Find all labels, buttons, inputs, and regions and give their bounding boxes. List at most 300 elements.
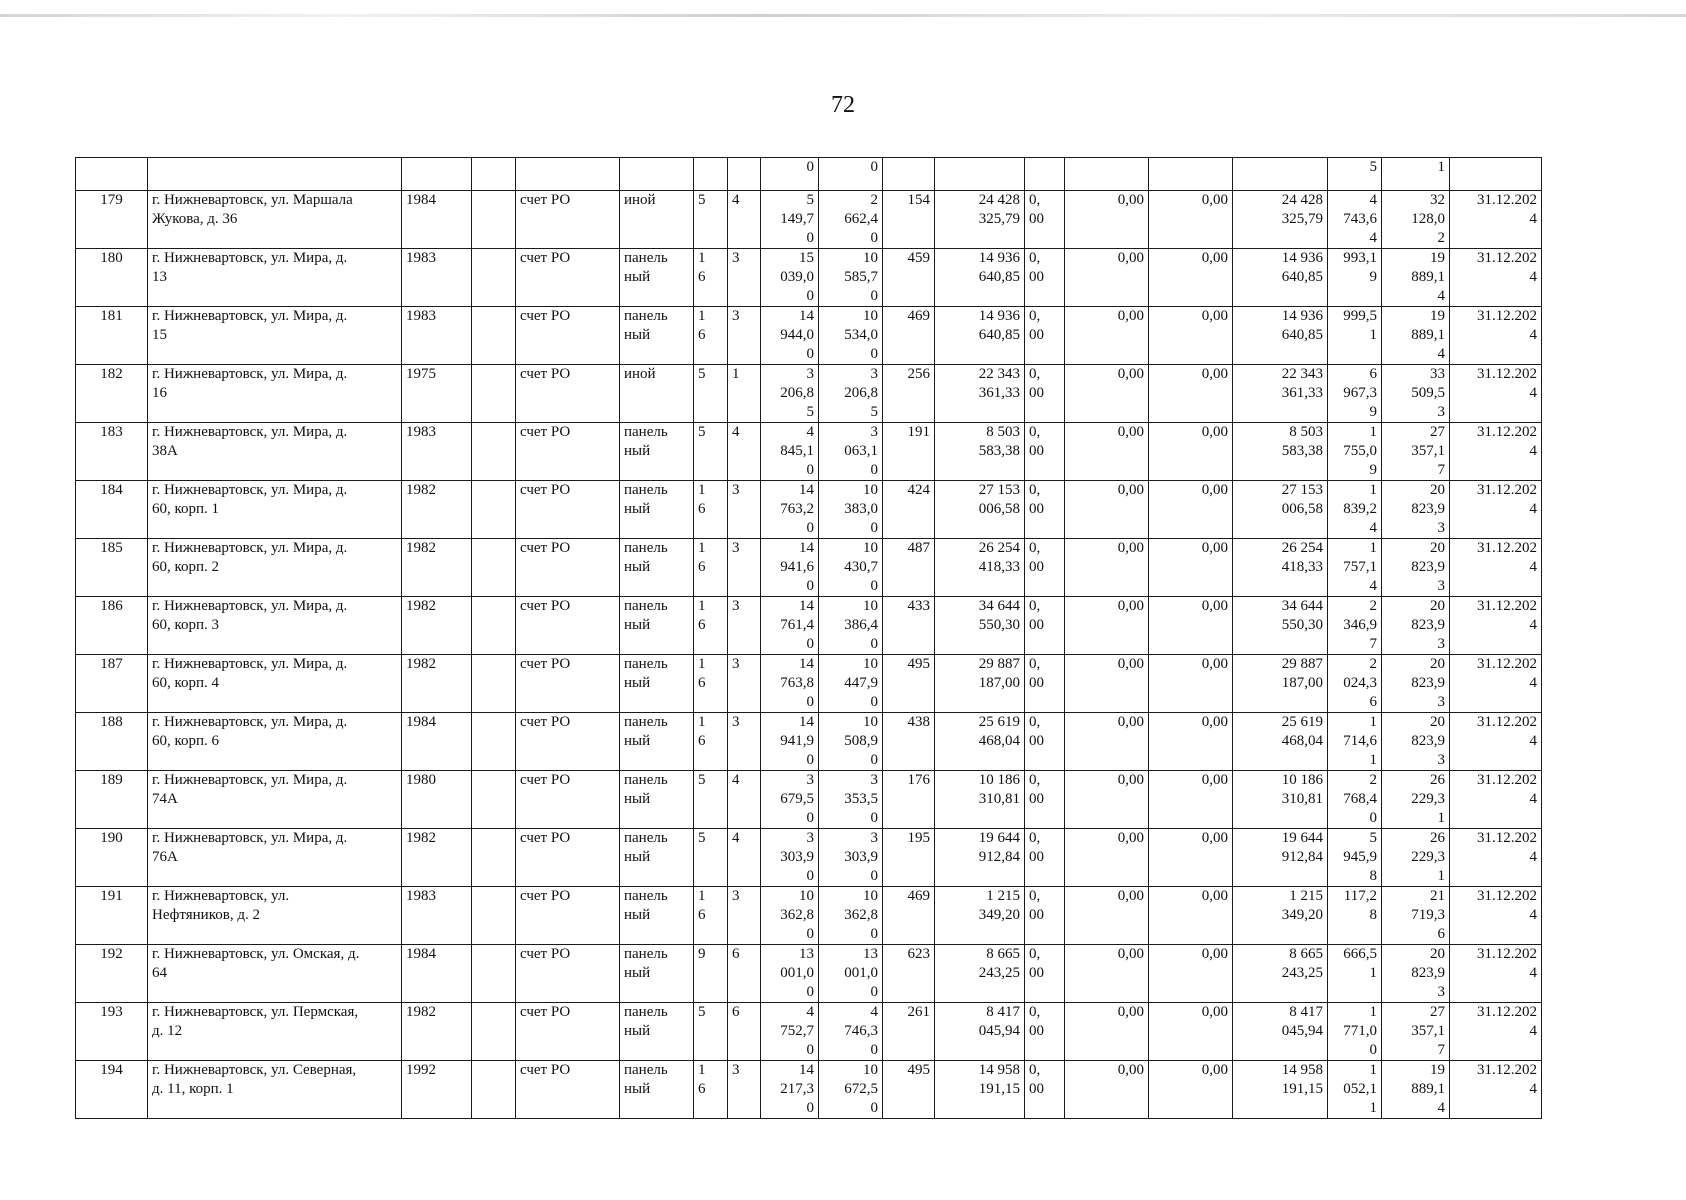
blank-cell: [472, 249, 516, 307]
max-unit-cost-cell: 1: [1382, 158, 1450, 191]
table-row: [76, 887, 1542, 945]
budget-b-cell: 0,00: [1149, 307, 1233, 365]
max-unit-cost-cell: 21 719,3 6: [1382, 887, 1450, 945]
unit-cost-cell: 666,5 1: [1328, 945, 1382, 1003]
budget-a-cell: 0,00: [1065, 713, 1149, 771]
fund-method-cell: счет РО: [516, 249, 620, 307]
year-cell: [402, 158, 472, 191]
unit-cost-cell: 999,5 1: [1328, 307, 1382, 365]
table-row: [76, 1003, 1542, 1061]
entrances-cell: 3: [728, 481, 761, 539]
residents-cell: 469: [883, 887, 935, 945]
floors-cell: 1 6: [694, 481, 728, 539]
residents-cell: 623: [883, 945, 935, 1003]
wall-material-cell: иной: [620, 365, 694, 423]
wall-material-cell: панель ный: [620, 307, 694, 365]
fund-share-cell: 0, 00: [1025, 191, 1065, 249]
living-area-cell: 3 303,9 0: [819, 829, 883, 887]
max-unit-cost-cell: 33 509,5 3: [1382, 365, 1450, 423]
living-area-cell: 10 672,5 0: [819, 1061, 883, 1119]
budget-b-cell: 0,00: [1149, 423, 1233, 481]
budget-a-cell: 0,00: [1065, 771, 1149, 829]
max-unit-cost-cell: 19 889,1 4: [1382, 249, 1450, 307]
row-number-cell: 193: [76, 1003, 148, 1061]
row-number-cell: 179: [76, 191, 148, 249]
table-row: [76, 423, 1542, 481]
row-number-cell: [76, 158, 148, 191]
cost-total-cell: 29 887 187,00: [935, 655, 1025, 713]
floors-cell: 1 6: [694, 539, 728, 597]
entrances-cell: 4: [728, 191, 761, 249]
max-unit-cost-cell: 20 823,9 3: [1382, 481, 1450, 539]
living-area-cell: 10 585,7 0: [819, 249, 883, 307]
owner-funds-cell: 14 936 640,85: [1233, 307, 1328, 365]
cost-total-cell: 14 936 640,85: [935, 249, 1025, 307]
floors-cell: 1 6: [694, 249, 728, 307]
max-unit-cost-cell: 26 229,3 1: [1382, 829, 1450, 887]
continuation-row: [76, 158, 1542, 191]
completion-date-cell: 31.12.202 4: [1450, 423, 1542, 481]
budget-b-cell: 0,00: [1149, 539, 1233, 597]
owner-funds-cell: 8 503 583,38: [1233, 423, 1328, 481]
fund-share-cell: 0, 00: [1025, 713, 1065, 771]
row-number-cell: 190: [76, 829, 148, 887]
blank-cell: [472, 1003, 516, 1061]
wall-material-cell: панель ный: [620, 655, 694, 713]
blank-cell: [472, 423, 516, 481]
unit-cost-cell: 1 052,1 1: [1328, 1061, 1382, 1119]
total-area-cell: 3 679,5 0: [761, 771, 819, 829]
owner-funds-cell: [1233, 158, 1328, 191]
table-row: [76, 945, 1542, 1003]
owner-funds-cell: 14 936 640,85: [1233, 249, 1328, 307]
address-cell: [148, 158, 402, 191]
wall-material-cell: панель ный: [620, 829, 694, 887]
cost-total-cell: 19 644 912,84: [935, 829, 1025, 887]
residents-cell: 487: [883, 539, 935, 597]
living-area-cell: 13 001,0 0: [819, 945, 883, 1003]
completion-date-cell: 31.12.202 4: [1450, 597, 1542, 655]
total-area-cell: 14 761,4 0: [761, 597, 819, 655]
budget-b-cell: [1149, 158, 1233, 191]
completion-date-cell: 31.12.202 4: [1450, 713, 1542, 771]
completion-date-cell: 31.12.202 4: [1450, 887, 1542, 945]
blank-cell: [472, 539, 516, 597]
entrances-cell: 3: [728, 887, 761, 945]
floors-cell: 1 6: [694, 655, 728, 713]
owner-funds-cell: 25 619 468,04: [1233, 713, 1328, 771]
unit-cost-cell: 1 757,1 4: [1328, 539, 1382, 597]
completion-date-cell: 31.12.202 4: [1450, 1061, 1542, 1119]
living-area-cell: 4 746,3 0: [819, 1003, 883, 1061]
fund-method-cell: счет РО: [516, 1003, 620, 1061]
fund-share-cell: [1025, 158, 1065, 191]
max-unit-cost-cell: 27 357,1 7: [1382, 1003, 1450, 1061]
total-area-cell: 4 845,1 0: [761, 423, 819, 481]
entrances-cell: [728, 158, 761, 191]
budget-b-cell: 0,00: [1149, 1061, 1233, 1119]
year-cell: 1983: [402, 887, 472, 945]
owner-funds-cell: 29 887 187,00: [1233, 655, 1328, 713]
residents-cell: 424: [883, 481, 935, 539]
wall-material-cell: панель ный: [620, 249, 694, 307]
fund-method-cell: счет РО: [516, 1061, 620, 1119]
address-cell: г. Нижневартовск, ул. Мира, д. 60, корп. 3: [148, 597, 402, 655]
row-number-cell: 189: [76, 771, 148, 829]
owner-funds-cell: 14 958 191,15: [1233, 1061, 1328, 1119]
wall-material-cell: [620, 158, 694, 191]
unit-cost-cell: 4 743,6 4: [1328, 191, 1382, 249]
row-number-cell: 185: [76, 539, 148, 597]
budget-a-cell: 0,00: [1065, 539, 1149, 597]
entrances-cell: 4: [728, 829, 761, 887]
blank-cell: [472, 307, 516, 365]
row-number-cell: 182: [76, 365, 148, 423]
completion-date-cell: 31.12.202 4: [1450, 945, 1542, 1003]
budget-b-cell: 0,00: [1149, 829, 1233, 887]
living-area-cell: 2 662,4 0: [819, 191, 883, 249]
fund-method-cell: счет РО: [516, 829, 620, 887]
table-row: [76, 1061, 1542, 1119]
wall-material-cell: панель ный: [620, 945, 694, 1003]
wall-material-cell: панель ный: [620, 713, 694, 771]
address-cell: г. Нижневартовск, ул. Мира, д. 13: [148, 249, 402, 307]
address-cell: г. Нижневартовск, ул. Нефтяников, д. 2: [148, 887, 402, 945]
table-row: [76, 249, 1542, 307]
budget-b-cell: 0,00: [1149, 481, 1233, 539]
fund-method-cell: счет РО: [516, 713, 620, 771]
cost-total-cell: 34 644 550,30: [935, 597, 1025, 655]
wall-material-cell: панель ный: [620, 597, 694, 655]
budget-a-cell: 0,00: [1065, 829, 1149, 887]
owner-funds-cell: 26 254 418,33: [1233, 539, 1328, 597]
table-row: [76, 191, 1542, 249]
max-unit-cost-cell: 27 357,1 7: [1382, 423, 1450, 481]
completion-date-cell: 31.12.202 4: [1450, 191, 1542, 249]
owner-funds-cell: 22 343 361,33: [1233, 365, 1328, 423]
fund-method-cell: счет РО: [516, 365, 620, 423]
completion-date-cell: 31.12.202 4: [1450, 307, 1542, 365]
budget-a-cell: 0,00: [1065, 191, 1149, 249]
cost-total-cell: 25 619 468,04: [935, 713, 1025, 771]
residents-cell: 459: [883, 249, 935, 307]
cost-total-cell: 22 343 361,33: [935, 365, 1025, 423]
wall-material-cell: панель ный: [620, 539, 694, 597]
total-area-cell: 14 217,3 0: [761, 1061, 819, 1119]
owner-funds-cell: 1 215 349,20: [1233, 887, 1328, 945]
fund-method-cell: счет РО: [516, 597, 620, 655]
owner-funds-cell: 19 644 912,84: [1233, 829, 1328, 887]
living-area-cell: 10 447,9 0: [819, 655, 883, 713]
blank-cell: [472, 597, 516, 655]
living-area-cell: 3 063,1 0: [819, 423, 883, 481]
cost-total-cell: 8 665 243,25: [935, 945, 1025, 1003]
fund-share-cell: 0, 00: [1025, 249, 1065, 307]
residents-cell: [883, 158, 935, 191]
cost-total-cell: 8 417 045,94: [935, 1003, 1025, 1061]
entrances-cell: 4: [728, 771, 761, 829]
owner-funds-cell: 24 428 325,79: [1233, 191, 1328, 249]
budget-b-cell: 0,00: [1149, 771, 1233, 829]
floors-cell: 5: [694, 771, 728, 829]
fund-share-cell: 0, 00: [1025, 365, 1065, 423]
owner-funds-cell: 8 665 243,25: [1233, 945, 1328, 1003]
cost-total-cell: 1 215 349,20: [935, 887, 1025, 945]
total-area-cell: 14 941,6 0: [761, 539, 819, 597]
total-area-cell: 13 001,0 0: [761, 945, 819, 1003]
fund-method-cell: счет РО: [516, 945, 620, 1003]
address-cell: г. Нижневартовск, ул. Мира, д. 74А: [148, 771, 402, 829]
address-cell: г. Нижневартовск, ул. Северная, д. 11, корп. 1: [148, 1061, 402, 1119]
unit-cost-cell: 993,1 9: [1328, 249, 1382, 307]
budget-a-cell: 0,00: [1065, 945, 1149, 1003]
year-cell: 1980: [402, 771, 472, 829]
fund-method-cell: счет РО: [516, 655, 620, 713]
living-area-cell: 10 362,8 0: [819, 887, 883, 945]
completion-date-cell: 31.12.202 4: [1450, 365, 1542, 423]
row-number-cell: 188: [76, 713, 148, 771]
row-number-cell: 192: [76, 945, 148, 1003]
entrances-cell: 6: [728, 1003, 761, 1061]
unit-cost-cell: 2 346,9 7: [1328, 597, 1382, 655]
budget-b-cell: 0,00: [1149, 597, 1233, 655]
cost-total-cell: 10 186 310,81: [935, 771, 1025, 829]
fund-method-cell: счет РО: [516, 771, 620, 829]
fund-method-cell: счет РО: [516, 307, 620, 365]
wall-material-cell: панель ный: [620, 1061, 694, 1119]
unit-cost-cell: 117,2 8: [1328, 887, 1382, 945]
entrances-cell: 6: [728, 945, 761, 1003]
budget-b-cell: 0,00: [1149, 191, 1233, 249]
unit-cost-cell: 1 714,6 1: [1328, 713, 1382, 771]
year-cell: 1982: [402, 481, 472, 539]
row-number-cell: 181: [76, 307, 148, 365]
row-number-cell: 183: [76, 423, 148, 481]
floors-cell: 5: [694, 365, 728, 423]
row-number-cell: 186: [76, 597, 148, 655]
cost-total-cell: 14 958 191,15: [935, 1061, 1025, 1119]
total-area-cell: 3 303,9 0: [761, 829, 819, 887]
year-cell: 1982: [402, 539, 472, 597]
completion-date-cell: 31.12.202 4: [1450, 1003, 1542, 1061]
address-cell: г. Нижневартовск, ул. Мира, д. 16: [148, 365, 402, 423]
residents-cell: 176: [883, 771, 935, 829]
max-unit-cost-cell: 19 889,1 4: [1382, 1061, 1450, 1119]
fund-share-cell: 0, 00: [1025, 771, 1065, 829]
residents-cell: 261: [883, 1003, 935, 1061]
year-cell: 1982: [402, 655, 472, 713]
total-area-cell: 14 763,2 0: [761, 481, 819, 539]
entrances-cell: 1: [728, 365, 761, 423]
row-number-cell: 180: [76, 249, 148, 307]
blank-cell: [472, 887, 516, 945]
living-area-cell: 0: [819, 158, 883, 191]
wall-material-cell: иной: [620, 191, 694, 249]
table-row: [76, 829, 1542, 887]
blank-cell: [472, 1061, 516, 1119]
cost-total-cell: 8 503 583,38: [935, 423, 1025, 481]
residents-cell: 495: [883, 655, 935, 713]
completion-date-cell: 31.12.202 4: [1450, 481, 1542, 539]
fund-share-cell: 0, 00: [1025, 945, 1065, 1003]
living-area-cell: 3 206,8 5: [819, 365, 883, 423]
total-area-cell: 4 752,7 0: [761, 1003, 819, 1061]
blank-cell: [472, 945, 516, 1003]
owner-funds-cell: 34 644 550,30: [1233, 597, 1328, 655]
budget-a-cell: 0,00: [1065, 887, 1149, 945]
total-area-cell: 15 039,0 0: [761, 249, 819, 307]
living-area-cell: 10 430,7 0: [819, 539, 883, 597]
residents-cell: 433: [883, 597, 935, 655]
scan-edge: [0, 14, 1686, 17]
budget-a-cell: 0,00: [1065, 1061, 1149, 1119]
address-cell: г. Нижневартовск, ул. Мира, д. 60, корп. 6: [148, 713, 402, 771]
budget-b-cell: 0,00: [1149, 887, 1233, 945]
address-cell: г. Нижневартовск, ул. Маршала Жукова, д. 36: [148, 191, 402, 249]
blank-cell: [472, 158, 516, 191]
table-body: [76, 158, 1542, 1119]
living-area-cell: 10 508,9 0: [819, 713, 883, 771]
cost-total-cell: 24 428 325,79: [935, 191, 1025, 249]
cost-total-cell: 27 153 006,58: [935, 481, 1025, 539]
year-cell: 1983: [402, 249, 472, 307]
fund-share-cell: 0, 00: [1025, 829, 1065, 887]
entrances-cell: 3: [728, 655, 761, 713]
completion-date-cell: 31.12.202 4: [1450, 829, 1542, 887]
row-number-cell: 184: [76, 481, 148, 539]
fund-share-cell: 0, 00: [1025, 597, 1065, 655]
buildings-table: [75, 157, 1542, 1119]
entrances-cell: 3: [728, 307, 761, 365]
residents-cell: 195: [883, 829, 935, 887]
floors-cell: 1 6: [694, 713, 728, 771]
living-area-cell: 10 383,0 0: [819, 481, 883, 539]
wall-material-cell: панель ный: [620, 423, 694, 481]
completion-date-cell: [1450, 158, 1542, 191]
address-cell: г. Нижневартовск, ул. Мира, д. 60, корп. 4: [148, 655, 402, 713]
year-cell: 1992: [402, 1061, 472, 1119]
budget-a-cell: 0,00: [1065, 1003, 1149, 1061]
floors-cell: [694, 158, 728, 191]
blank-cell: [472, 713, 516, 771]
entrances-cell: 4: [728, 423, 761, 481]
max-unit-cost-cell: 20 823,9 3: [1382, 713, 1450, 771]
page-number: 72: [831, 92, 855, 118]
table-row: [76, 713, 1542, 771]
completion-date-cell: 31.12.202 4: [1450, 539, 1542, 597]
address-cell: г. Нижневартовск, ул. Мира, д. 38А: [148, 423, 402, 481]
completion-date-cell: 31.12.202 4: [1450, 771, 1542, 829]
fund-share-cell: 0, 00: [1025, 887, 1065, 945]
year-cell: 1984: [402, 191, 472, 249]
entrances-cell: 3: [728, 539, 761, 597]
fund-share-cell: 0, 00: [1025, 655, 1065, 713]
completion-date-cell: 31.12.202 4: [1450, 249, 1542, 307]
max-unit-cost-cell: 20 823,9 3: [1382, 539, 1450, 597]
fund-method-cell: счет РО: [516, 423, 620, 481]
floors-cell: 5: [694, 191, 728, 249]
year-cell: 1975: [402, 365, 472, 423]
table-row: [76, 365, 1542, 423]
address-cell: г. Нижневартовск, ул. Мира, д. 76А: [148, 829, 402, 887]
blank-cell: [472, 771, 516, 829]
blank-cell: [472, 481, 516, 539]
blank-cell: [472, 829, 516, 887]
budget-a-cell: 0,00: [1065, 365, 1149, 423]
blank-cell: [472, 655, 516, 713]
fund-share-cell: 0, 00: [1025, 1003, 1065, 1061]
total-area-cell: 10 362,8 0: [761, 887, 819, 945]
budget-a-cell: 0,00: [1065, 597, 1149, 655]
budget-b-cell: 0,00: [1149, 249, 1233, 307]
blank-cell: [472, 191, 516, 249]
table-row: [76, 597, 1542, 655]
budget-b-cell: 0,00: [1149, 945, 1233, 1003]
entrances-cell: 3: [728, 597, 761, 655]
owner-funds-cell: 10 186 310,81: [1233, 771, 1328, 829]
unit-cost-cell: 5 945,9 8: [1328, 829, 1382, 887]
wall-material-cell: панель ный: [620, 481, 694, 539]
max-unit-cost-cell: 19 889,1 4: [1382, 307, 1450, 365]
year-cell: 1982: [402, 1003, 472, 1061]
floors-cell: 1 6: [694, 307, 728, 365]
floors-cell: 5: [694, 829, 728, 887]
cost-total-cell: 14 936 640,85: [935, 307, 1025, 365]
table-row: [76, 771, 1542, 829]
address-cell: г. Нижневартовск, ул. Пермская, д. 12: [148, 1003, 402, 1061]
fund-share-cell: 0, 00: [1025, 423, 1065, 481]
budget-a-cell: 0,00: [1065, 481, 1149, 539]
floors-cell: 9: [694, 945, 728, 1003]
unit-cost-cell: 1 755,0 9: [1328, 423, 1382, 481]
cost-total-cell: [935, 158, 1025, 191]
floors-cell: 5: [694, 423, 728, 481]
floors-cell: 1 6: [694, 597, 728, 655]
row-number-cell: 187: [76, 655, 148, 713]
budget-b-cell: 0,00: [1149, 713, 1233, 771]
budget-a-cell: [1065, 158, 1149, 191]
unit-cost-cell: 1 771,0 0: [1328, 1003, 1382, 1061]
living-area-cell: 3 353,5 0: [819, 771, 883, 829]
total-area-cell: 14 944,0 0: [761, 307, 819, 365]
floors-cell: 1 6: [694, 1061, 728, 1119]
residents-cell: 154: [883, 191, 935, 249]
year-cell: 1984: [402, 713, 472, 771]
address-cell: г. Нижневартовск, ул. Мира, д. 60, корп. 2: [148, 539, 402, 597]
unit-cost-cell: 1 839,2 4: [1328, 481, 1382, 539]
completion-date-cell: 31.12.202 4: [1450, 655, 1542, 713]
total-area-cell: 14 763,8 0: [761, 655, 819, 713]
fund-share-cell: 0, 00: [1025, 307, 1065, 365]
residents-cell: 256: [883, 365, 935, 423]
budget-a-cell: 0,00: [1065, 655, 1149, 713]
year-cell: 1982: [402, 829, 472, 887]
table-row: [76, 481, 1542, 539]
total-area-cell: 3 206,8 5: [761, 365, 819, 423]
row-number-cell: 194: [76, 1061, 148, 1119]
fund-share-cell: 0, 00: [1025, 539, 1065, 597]
fund-method-cell: счет РО: [516, 481, 620, 539]
living-area-cell: 10 386,4 0: [819, 597, 883, 655]
max-unit-cost-cell: 20 823,9 3: [1382, 655, 1450, 713]
entrances-cell: 3: [728, 713, 761, 771]
cost-total-cell: 26 254 418,33: [935, 539, 1025, 597]
entrances-cell: 3: [728, 1061, 761, 1119]
address-cell: г. Нижневартовск, ул. Мира, д. 15: [148, 307, 402, 365]
entrances-cell: 3: [728, 249, 761, 307]
fund-share-cell: 0, 00: [1025, 481, 1065, 539]
fund-share-cell: 0, 00: [1025, 1061, 1065, 1119]
